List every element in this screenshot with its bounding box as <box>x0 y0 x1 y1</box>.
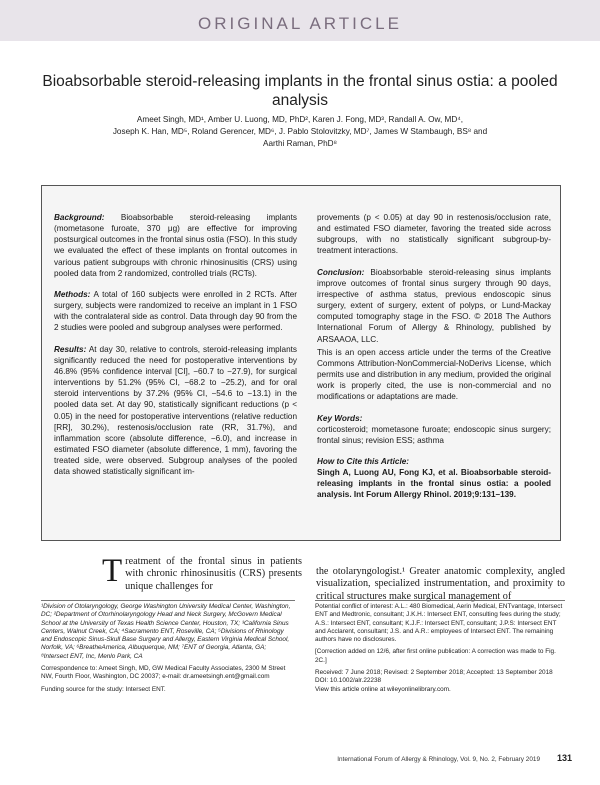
affiliations: ¹Division of Otolaryngology, George Washington University Medical Center, Washington, DC; ²Department of Otorhinolaryngology Head and Neck Surgery, McGovern Medical School at the University of Texas Health Science Center, Houston, TX; ³California Sinus Centers, Walnut Creek, CA; ⁴Sacramento ENT, Roseville, CA; ⁵Divisions of Rhinology and Endoscopic Sinus-Skull Base Surgery and Allergy, Eastern Virginia Medical School, Norfolk, VA; ⁶BreatheAmerica, Albuquerque, NM; ⁷ENT of Georgia, Atlanta, GA; ⁸Intersect ENT, Inc, Menlo Park, CA <box>41 603 291 660</box>
abstract-results <box>54 344 297 478</box>
results-label: Results: <box>54 344 87 354</box>
correction-note: [Correction added on 12/6, after first online publication: A correction was made to Fig. 2C.] <box>315 648 556 664</box>
conclusion-text: Bioabsorbable steroid-releasing sinus implants improve outcomes of frontal sinus surgery through 90 days, irrespective of asthma status, previous endoscopic sinus surgery, extent of surgery, extent of polyps, or Lund-Mackay computed tomography stage in the FSO. © 2018 The Authors International Forum of Allergy & Rhinology, published by ARSAAOA, LLC. <box>317 267 551 344</box>
section-label: ORIGINAL ARTICLE <box>198 14 402 33</box>
abstract-background <box>54 212 297 279</box>
background-label: Background: <box>54 213 105 222</box>
author-line: Ameet Singh, MD¹, Amber U. Luong, MD, PhD², Karen J. Fong, MD³, Randall A. Ow, MD⁴, <box>136 115 464 124</box>
correspondence: Correspondence to: Ameet Singh, MD, GW Medical Faculty Associates, 2300 M Street NW, Fourth Floor, Washington, DC 20037; e-mail: dr.ameetsingh.ent@gmail.com <box>41 665 286 681</box>
footnote-divider <box>315 600 565 601</box>
footnotes-right <box>315 603 565 694</box>
keywords-text: corticosteroid; mometasone furoate; endoscopic sinus surgery; frontal sinus; revision ESS; asthma <box>317 424 551 445</box>
background-text: Bioabsorbable steroid-releasing implants (mometasone furoate, 370 μg) are effective for improving postsurgical outcomes in the frontal sinus ostia (FSO). In this study we evaluated the effect of these implants on frontal outcomes in various patient subgroups with chronic rhinosinusitis (CRS) using pooled data from 2 randomized, controlled trials (RCTs). <box>54 213 297 278</box>
results-continued: provements (p < 0.05) at day 90 in restenosis/occlusion rate, and estimated FSO diameter, favoring the treated side across subgroups, with no statistically significant subgroup-by-treatment interactions. <box>317 213 551 256</box>
results-text: At day 30, relative to controls, steroid-releasing implants significantly reduced the need for postoperative interventions by 46.8% (95% confidence interval [CI], −60.7 to −27.9), for surgical interventions by 51.2% (95% CI, −68.2 to −25.2), and for oral steroid interventions by 37.2% (95% CI, −54.6 to −13.1) in the pooled data set. At day 90, statistically significant reductions (p < 0.05) in the need for postoperative interventions (relative reduction [RR], 30.2%), restenosis/occlusion rate (RR, 31.7%), and inflammation score (absolute difference, −6.0), and increase in estimated FSO diameter (absolute difference, 1 mm), favoring the treated side, were observed. Subgroup analyses of the pooled data showed statistically significant im- <box>54 344 298 477</box>
article-title: Bioabsorbable steroid-releasing implants in the frontal sinus ostia: a pooled analysis <box>42 73 558 109</box>
doi: DOI: 10.1002/alr.22238 <box>315 677 382 685</box>
view-online: View this article online at wileyonlinelibrary.com. <box>315 685 451 693</box>
journal-footer: International Forum of Allergy & Rhinology, Vol. 9, No. 2, February 2019 <box>337 756 540 763</box>
author-line: Joseph K. Han, MD⁵, Roland Gerencer, MD⁶, J. Pablo Stolovitzky, MD⁷, James W Stambaugh, BS⁸ and <box>112 127 488 136</box>
page-number: 131 <box>556 753 572 763</box>
received-dates: Received: 7 June 2018; Revised: 2 September 2018; Accepted: 13 September 2018 <box>315 669 553 677</box>
methods-text: A total of 160 subjects were enrolled in 2 RCTs. After surgery, subjects were randomized to receive an implant in 1 FSO with the contralateral side as control. Data through day 90 from the 2 studies were pooled and subgroup analyses were performed. <box>54 289 297 333</box>
conclusion-label: Conclusion: <box>317 267 365 277</box>
footnote-divider <box>41 600 295 601</box>
drop-cap: T <box>102 553 123 589</box>
funding-source: Funding source for the study: Intersect ENT. <box>41 685 166 693</box>
cite-label: How to Cite this Article: <box>317 456 410 466</box>
author-list <box>60 114 540 150</box>
cite-text: Singh A, Luong AU, Fong KJ, et al. Bioabsorbable steroid-releasing implants in the frontal sinus ostia: a pooled analysis. Int Forum Allergy Rhinol. 2019;9:131–139. <box>317 468 551 500</box>
abstract-box <box>41 185 561 541</box>
footnotes-left <box>41 603 295 698</box>
body-left-column <box>102 553 302 593</box>
abstract-conclusion <box>317 267 551 345</box>
section-band <box>0 0 600 41</box>
open-access-notice: This is an open access article under the terms of the Creative Commons Attribution-NonCommercial-NoDerivs License, which permits use and distribution in any medium, provided the original work is properly cited, the use is non-commercial and no modifications or adaptations are made. <box>317 347 551 402</box>
body-right-column: the otolaryngologist.¹ Greater anatomic complexity, angled visualization, specialized instrumentation, and proximity to critical structures make surgical management of <box>316 566 565 602</box>
conflict-of-interest: Potential conflict of interest: A.L.: 480 Biomedical, Aerin Medical, ENTvantage, Intersect ENT and Medtronic, consultant; J.K.H.: Intersect ENT, consulting fees during the study; A.S.: Intersect ENT, consultant; K.J.F.: Intersect ENT, consultant; J.P.S: Intersect ENT and Acclarent, consultant; J.S. and A.R.: employees of Intersect ENT. The remaining authors have no disclosures. <box>315 603 563 644</box>
body-intro-text: reatment of the frontal sinus in patients with chronic rhinosinusitis (CRS) presents unique challenges for <box>125 556 302 592</box>
abstract-methods <box>54 289 297 334</box>
author-line: Aarthi Raman, PhD⁸ <box>263 139 337 148</box>
abstract-right-column <box>317 212 551 501</box>
keywords-label: Key Words: <box>317 413 363 423</box>
abstract-left-column <box>54 212 297 487</box>
methods-label: Methods: <box>54 289 91 299</box>
